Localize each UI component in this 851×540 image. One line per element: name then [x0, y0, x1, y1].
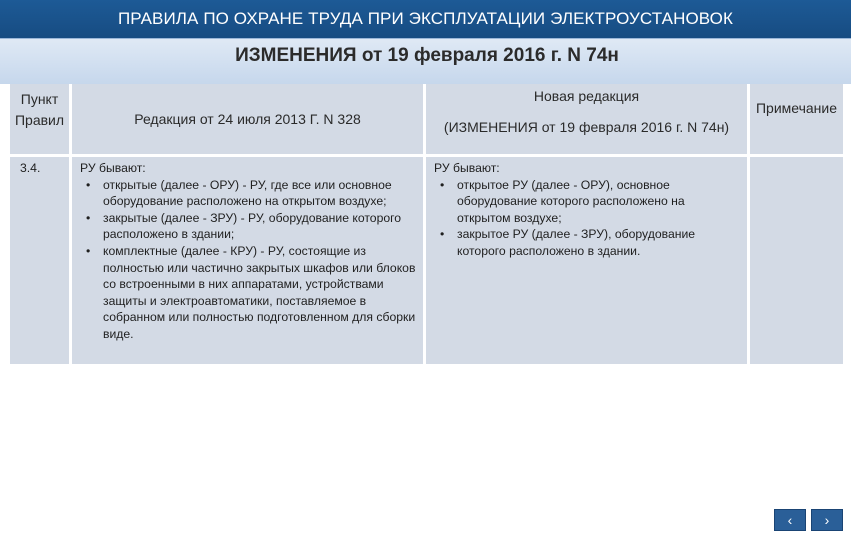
- chevron-right-icon: ›: [824, 512, 830, 528]
- list-item-text: закрытые (далее - ЗРУ) - РУ, оборудование которого расположено в здании;: [103, 210, 402, 242]
- new-edition-intro: РУ бывают:: [434, 161, 500, 175]
- new-edition-list: [434, 177, 741, 260]
- header-note: Примечание: [750, 84, 843, 154]
- header-gap: [426, 107, 747, 117]
- presentation-title: ПРАВИЛА ПО ОХРАНЕ ТРУДА ПРИ ЭКСПЛУАТАЦИИ ЭЛЕКТРОУСТАНОВОК: [117, 9, 733, 28]
- old-edition-list: [80, 177, 417, 343]
- list-item: [434, 226, 741, 259]
- previous-slide-button[interactable]: [774, 509, 806, 531]
- header-old-edition: Редакция от 24 июля 2013 Г. N 328: [72, 84, 423, 154]
- old-edition-intro: РУ бывают:: [80, 161, 146, 175]
- chevron-left-icon: ‹: [787, 512, 793, 528]
- header-new-edition: [426, 84, 747, 154]
- list-item-text: открытые (далее - ОРУ) - РУ, где все или основное оборудование расположено на открытом воздухе;: [103, 177, 392, 209]
- header-clause: Пункт Правил: [10, 84, 69, 154]
- bullet: •: [86, 177, 91, 192]
- bullet: •: [440, 227, 445, 242]
- bullet: •: [86, 210, 91, 225]
- list-item: [434, 177, 741, 227]
- header-new-edition-title: Новая редакция: [533, 88, 640, 104]
- list-item: [80, 210, 417, 243]
- list-item: [80, 243, 417, 343]
- new-edition-cell: [426, 157, 747, 364]
- bullet: •: [86, 243, 91, 258]
- slide-subtitle: ИЗМЕНЕНИЯ от 19 февраля 2016 г. N 74н: [235, 45, 619, 66]
- bullet: •: [440, 177, 445, 192]
- clause-cell: 3.4.: [10, 157, 69, 364]
- old-edition-cell: [72, 157, 423, 364]
- list-item-text: закрытое РУ (далее - ЗРУ), оборудование которого расположено в здании.: [457, 227, 696, 258]
- list-item-text: комплектные (далее - КРУ) - РУ, состоящие из полностью или частично закрытых шкафов или блоков со встроенными в них аппаратами, устройствами защиты и электроавтоматики, поставляемое в собранном или полностью подготовленном для сборки виде.: [103, 243, 416, 341]
- header-new-edition-ref: (ИЗМЕНЕНИЯ от 19 февраля 2016 г. N 74н): [443, 119, 730, 135]
- next-slide-button[interactable]: [811, 509, 843, 531]
- presentation-title-bar: [0, 0, 851, 38]
- list-item-text: открытое РУ (далее - ОРУ), основное оборудование которого расположено на открытом воздухе;: [457, 177, 685, 225]
- list-item: [80, 177, 417, 210]
- note-cell: [750, 157, 843, 364]
- comparison-table: [10, 84, 843, 364]
